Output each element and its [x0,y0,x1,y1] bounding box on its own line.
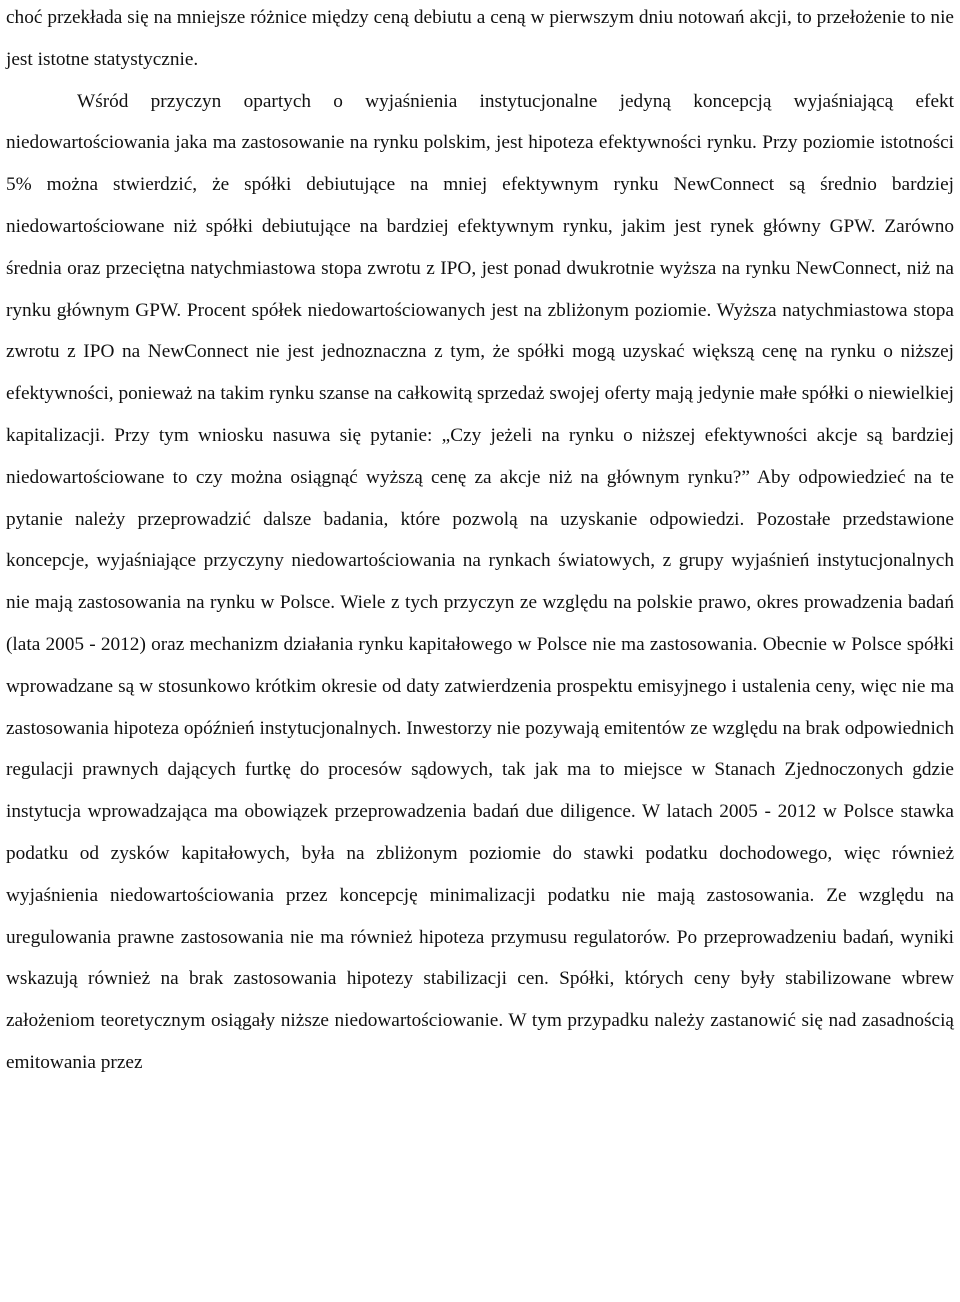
paragraph-institutional-explanations: Wśród przyczyn opartych o wyjaśnienia instytucjonalne jedyną koncepcją wyjaśniającą efekt niedowartościowania jaka ma zastosowanie na rynku polskim, jest hipoteza efektywności rynku. Przy poziomie istotności 5% można stwierdzić, że spółki debiutujące na mniej efektywnym rynku NewConnect są średnio bardziej niedowartościowane niż spółki debiutujące na bardziej efektywnym rynku, jakim jest rynek główny GPW. Zarówno średnia oraz przeciętna natychmiastowa stopa zwrotu z IPO, jest ponad dwukrotnie wyższa na rynku NewConnect, niż na rynku głównym GPW. Procent spółek niedowartościowanych jest na zbliżonym poziomie. Wyższa natychmiastowa stopa zwrotu z IPO na NewConnect nie jest jednoznaczna z tym, że spółki mogą uzyskać większą cenę na rynku o niższej efektywności, ponieważ na takim rynku szanse na całkowitą sprzedaż swojej oferty mają jedynie małe spółki o niewielkiej kapitalizacji. Przy tym wniosku nasuwa się pytanie: „Czy jeżeli na rynku o niższej efektywności akcje są bardziej niedowartościowane to czy można osiągnąć wyższą cenę za akcje niż na głównym rynku?” Aby odpowiedzieć na te pytanie należy przeprowadzić dalsze badania, które pozwolą na uzyskanie odpowiedzi. Pozostałe przedstawione koncepcje, wyjaśniające przyczyny niedowartościowania na rynkach światowych, z grupy wyjaśnień instytucjonalnych nie mają zastosowania na rynku w Polsce. Wiele z tych przyczyn ze względu na polskie prawo, okres prowadzenia badań (lata 2005 - 2012) oraz mechanizm działania rynku kapitałowego w Polsce nie ma zastosowania. Obecnie w Polsce spółki wprowadzane są w stosunkowo krótkim okresie od daty zatwierdzenia prospektu emisyjnego i ustalenia ceny, więc nie ma zastosowania hipoteza opóźnień instytucjonalnych. Inwestorzy nie pozywają emitentów ze względu na brak odpowiednich regulacji prawnych dających furtkę do procesów sądowych, tak jak ma to miejsce w Stanach Zjednoczonych gdzie instytucja wprowadzająca ma obowiązek przeprowadzenia badań due diligence. W latach 2005 - 2012 w Polsce stawka podatku od zysków kapitałowych, była na zbliżonym poziomie do stawki podatku dochodowego, więc również wyjaśnienia niedowartościowania przez koncepcję minimalizacji podatku nie mają zastosowania. Ze względu na uregulowania prawne zastosowania nie ma również hipoteza przymusu regulatorów. Po przeprowadzeniu badań, wyniki wskazują również na brak zastosowania hipotezy stabilizacji cen. Spółki, których ceny były stabilizowane wbrew założeniom teoretycznym osiągały niższe niedowartościowanie. W tym przypadku należy zastanowić się nad zasadnością emitowania przez [6,90,954,1073]
document-page [6,0,954,1084]
paragraph-continuation: choć przekłada się na mniejsze różnice między ceną debiutu a ceną w pierwszym dniu notowań akcji, to przełożenie to nie jest istotne statystycznie. [6,7,954,70]
